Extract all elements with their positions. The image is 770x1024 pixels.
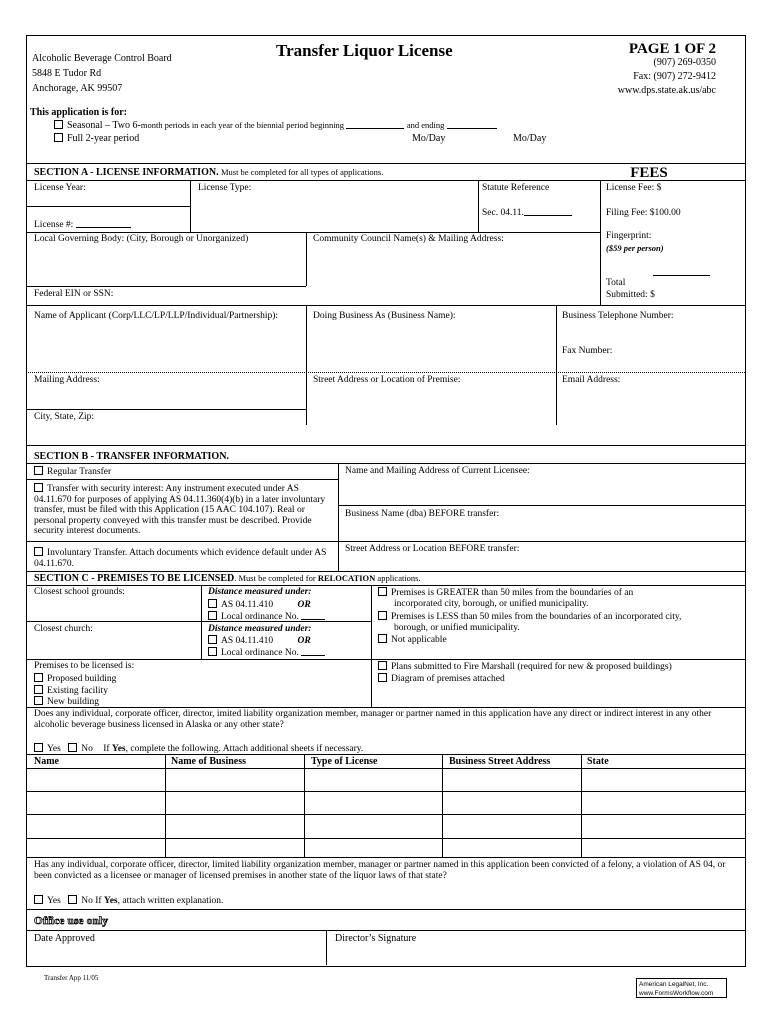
agency-phone: (907) 269-0350 bbox=[653, 57, 716, 68]
section-c-header: SECTION C - PREMISES TO BE LICENSED. Must be completed for RELOCATION applications. bbox=[34, 573, 421, 584]
table-header-business: Name of Business bbox=[171, 756, 247, 767]
rule bbox=[26, 541, 745, 542]
table-header-state: State bbox=[587, 756, 609, 767]
form-code: Transfer App 11/05 bbox=[44, 974, 99, 982]
section-c-top-rule bbox=[26, 571, 745, 572]
agency-name: Alcoholic Beverage Control Board bbox=[32, 53, 172, 64]
plans-submitted-checkbox[interactable] bbox=[378, 661, 387, 670]
full-period-checkbox[interactable] bbox=[54, 133, 63, 142]
ein-label: Federal EIN or SSN: bbox=[34, 289, 114, 299]
felony-yes-checkbox[interactable] bbox=[34, 895, 43, 904]
other-interest-answer[interactable]: Yes No If Yes, complete the following. Attach additional sheets if necessary. bbox=[34, 743, 363, 755]
regular-transfer-checkbox[interactable] bbox=[34, 466, 43, 475]
table-header-address: Business Street Address bbox=[449, 756, 551, 767]
rule bbox=[26, 286, 306, 287]
school-as-410-option[interactable]: AS 04.11.410 OR bbox=[208, 599, 311, 611]
church-distance-label: Distance measured under: bbox=[208, 624, 312, 634]
rule bbox=[26, 463, 745, 464]
application-heading: This application is for: bbox=[30, 107, 127, 118]
seasonal-end-blank[interactable] bbox=[447, 128, 497, 129]
agency-address-line2: Anchorage, AK 99507 bbox=[32, 83, 123, 94]
rule bbox=[26, 206, 190, 207]
rule bbox=[26, 930, 745, 931]
rule bbox=[26, 909, 745, 910]
email-address-label: Email Address: bbox=[562, 375, 621, 385]
less-50-miles-option[interactable]: Premises is LESS than 50 miles from the boundaries of an incorporated city, bbox=[378, 611, 681, 623]
fax-number-label: Fax Number: bbox=[562, 346, 613, 356]
table-row[interactable] bbox=[26, 814, 745, 815]
divider bbox=[306, 232, 307, 286]
table-col-divider bbox=[442, 754, 443, 857]
section-a-header: SECTION A - LICENSE INFORMATION. Must be completed for all types of applications. bbox=[34, 167, 384, 178]
plans-submitted-option[interactable]: Plans submitted to Fire Marshall (required for new & proposed buildings) bbox=[378, 661, 672, 673]
divider bbox=[478, 180, 479, 232]
rule bbox=[338, 505, 745, 506]
diagram-attached-option[interactable]: Diagram of premises attached bbox=[378, 673, 505, 685]
school-grounds-label: Closest school grounds: bbox=[34, 587, 125, 597]
current-licensee-label: Name and Mailing Address of Current Licensee: bbox=[345, 466, 530, 476]
end-moday-label: Mo/Day bbox=[513, 133, 547, 144]
table-col-divider bbox=[165, 754, 166, 857]
table-row[interactable] bbox=[26, 791, 745, 792]
felony-no-checkbox[interactable] bbox=[68, 895, 77, 904]
divider bbox=[201, 585, 202, 659]
divider bbox=[306, 305, 307, 425]
divider bbox=[371, 585, 372, 707]
other-interest-question: Does any individual, corporate officer, director, imited liability organization member, manager or partner named in this application have any direct or indirect interest in any other alcoholic beverage business licensed in Alaska or any other state? bbox=[34, 709, 712, 730]
date-approved-label: Date Approved bbox=[34, 933, 95, 944]
street-before-label: Street Address or Location BEFORE transfer: bbox=[345, 544, 520, 554]
city-state-zip-label: City, State, Zip: bbox=[34, 412, 95, 422]
rule bbox=[26, 305, 745, 306]
proposed-building-option[interactable]: Proposed building bbox=[34, 673, 116, 685]
involuntary-transfer-option[interactable]: Involuntary Transfer. Attach documents which evidence default under AS 04.11.670. bbox=[34, 548, 327, 569]
school-as-410-checkbox[interactable] bbox=[208, 599, 217, 608]
rule bbox=[26, 659, 745, 660]
seasonal-option[interactable]: Seasonal – Two 6-month periods in each year of the biennial period beginning and ending bbox=[54, 120, 497, 132]
legalnet-url: www.FormsWorkflow.com bbox=[639, 990, 714, 997]
church-as-410-option[interactable]: AS 04.11.410 OR bbox=[208, 635, 311, 647]
fingerprint-blank[interactable] bbox=[653, 275, 710, 276]
table-header-name: Name bbox=[34, 756, 59, 767]
church-local-ordinance-checkbox[interactable] bbox=[208, 647, 217, 656]
involuntary-transfer-checkbox[interactable] bbox=[34, 547, 43, 556]
fingerprint-label: Fingerprint: bbox=[606, 231, 652, 241]
fees-title: FEES bbox=[630, 165, 668, 181]
office-use-heading: Office use only bbox=[34, 915, 109, 927]
form-page bbox=[26, 35, 746, 967]
section-b-header: SECTION B - TRANSFER INFORMATION. bbox=[34, 451, 229, 462]
church-as-410-checkbox[interactable] bbox=[208, 635, 217, 644]
rule bbox=[26, 180, 745, 181]
seasonal-begin-blank[interactable] bbox=[346, 128, 404, 129]
greater-50-miles-checkbox[interactable] bbox=[378, 587, 387, 596]
legalnet-stamp bbox=[636, 978, 727, 998]
rule bbox=[26, 232, 600, 233]
diagram-attached-checkbox[interactable] bbox=[378, 673, 387, 682]
security-interest-checkbox[interactable] bbox=[34, 483, 43, 492]
less-50-miles-checkbox[interactable] bbox=[378, 611, 387, 620]
page-title: Transfer Liquor License bbox=[276, 41, 453, 60]
director-signature-label: Director’s Signature bbox=[335, 933, 417, 944]
statute-section-field[interactable]: Sec. 04.11. bbox=[482, 208, 572, 219]
school-local-ordinance-option[interactable]: Local ordinance No. bbox=[208, 611, 325, 623]
table-col-divider bbox=[304, 754, 305, 857]
rule bbox=[26, 372, 745, 373]
agency-fax: Fax: (907) 272-9412 bbox=[633, 71, 716, 82]
less-50-miles-text: borough, or unified municipality. bbox=[394, 623, 520, 633]
security-interest-option[interactable]: Transfer with security interest: Any instrument executed under AS 04.11.670 for purposes of applying AS 04.11.360(4)(b) in a later involuntary transfer, must be filed with this Application (15 AAC 104.107). Real or personal property conveyed with this transfer must be described. Provide security interest documents. bbox=[34, 484, 326, 537]
rule bbox=[26, 707, 745, 708]
rule bbox=[26, 479, 338, 480]
statute-reference-label: Statute Reference bbox=[482, 183, 550, 193]
proposed-building-checkbox[interactable] bbox=[34, 673, 43, 682]
agency-address-line1: 5848 E Tudor Rd bbox=[32, 68, 102, 79]
rule bbox=[26, 857, 745, 858]
divider bbox=[338, 463, 339, 571]
premises-type-label: Premises to be licensed is: bbox=[34, 661, 135, 671]
interest-no-checkbox[interactable] bbox=[68, 743, 77, 752]
local-governing-body-label: Local Governing Body: (City, Borough or Unorganized) bbox=[34, 234, 249, 244]
school-distance-label: Distance measured under: bbox=[208, 587, 312, 597]
legalnet-name: American LegalNet, Inc. bbox=[639, 981, 709, 988]
new-building-checkbox[interactable] bbox=[34, 696, 43, 705]
begin-moday-label: Mo/Day bbox=[412, 133, 446, 144]
fingerprint-note: ($59 per person) bbox=[606, 243, 664, 253]
license-fee-label: License Fee: $ bbox=[606, 183, 662, 193]
street-address-label: Street Address or Location of Premise: bbox=[313, 375, 461, 385]
license-type-label: License Type: bbox=[198, 183, 252, 193]
filing-fee-label: Filing Fee: $100.00 bbox=[606, 208, 681, 218]
business-phone-label: Business Telephone Number: bbox=[562, 311, 674, 321]
total-label: Total bbox=[606, 278, 626, 288]
new-building-option[interactable]: New building bbox=[34, 696, 99, 708]
felony-question: Has any individual, corporate officer, director, limited liability organization member, manager or partner named in this application been convicted of a felony, a violation of AS 04, or been convicted as a licensee or manager of licensed premises in another state of the liquor laws of that state? bbox=[34, 860, 726, 881]
not-applicable-checkbox[interactable] bbox=[378, 634, 387, 643]
table-header-license-type: Type of License bbox=[311, 756, 378, 767]
rule bbox=[26, 754, 745, 755]
greater-50-miles-option[interactable]: Premises is GREATER than 50 miles from the boundaries of an bbox=[378, 587, 633, 599]
greater-50-miles-text: incorporated city, borough, or unified municipality. bbox=[394, 599, 589, 609]
divider bbox=[556, 305, 557, 425]
full-period-option[interactable]: Full 2-year period bbox=[54, 133, 139, 144]
license-number-field[interactable]: License #: bbox=[34, 220, 131, 231]
dba-label: Doing Business As (Business Name): bbox=[313, 311, 456, 321]
license-year-label: License Year: bbox=[34, 183, 86, 193]
felony-answer[interactable]: Yes No If Yes, attach written explanation. bbox=[34, 895, 223, 907]
regular-transfer-option[interactable]: Regular Transfer bbox=[34, 466, 111, 478]
mailing-address-label: Mailing Address: bbox=[34, 375, 100, 385]
divider bbox=[190, 180, 191, 232]
community-council-label: Community Council Name(s) & Mailing Address: bbox=[313, 234, 504, 244]
church-local-ordinance-option[interactable]: Local ordinance No. bbox=[208, 647, 325, 659]
applicant-name-label: Name of Applicant (Corp/LLC/LP/LLP/Individual/Partnership): bbox=[34, 311, 279, 321]
table-row[interactable] bbox=[26, 768, 745, 769]
fees-divider bbox=[600, 180, 601, 305]
dba-before-label: Business Name (dba) BEFORE transfer: bbox=[345, 509, 500, 519]
seasonal-checkbox[interactable] bbox=[54, 120, 63, 129]
existing-facility-option[interactable]: Existing facility bbox=[34, 685, 108, 697]
divider bbox=[326, 930, 327, 965]
rule bbox=[26, 621, 371, 622]
not-applicable-option[interactable]: Not applicable bbox=[378, 634, 447, 646]
section-b-top-rule bbox=[26, 445, 745, 446]
submitted-label: Submitted: $ bbox=[606, 290, 655, 300]
section-a-top-rule bbox=[26, 163, 745, 164]
page-number: PAGE 1 OF 2 bbox=[628, 41, 716, 57]
table-row[interactable] bbox=[26, 838, 745, 839]
table-col-divider bbox=[581, 754, 582, 857]
rule bbox=[26, 585, 745, 586]
church-label: Closest church: bbox=[34, 624, 93, 634]
school-local-ordinance-checkbox[interactable] bbox=[208, 611, 217, 620]
rule bbox=[26, 409, 306, 410]
interest-yes-checkbox[interactable] bbox=[34, 743, 43, 752]
agency-website: www.dps.state.ak.us/abc bbox=[617, 85, 716, 96]
existing-facility-checkbox[interactable] bbox=[34, 685, 43, 694]
